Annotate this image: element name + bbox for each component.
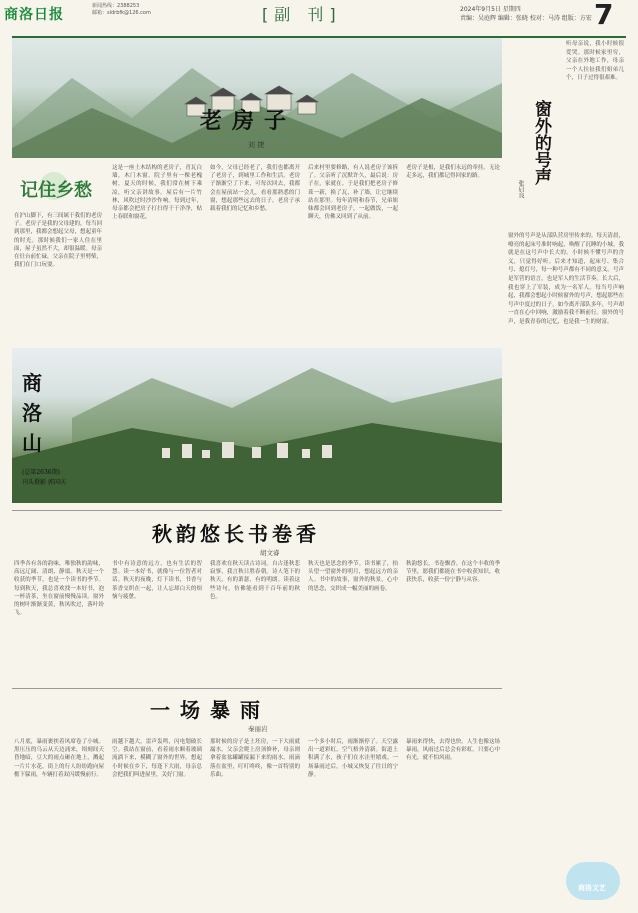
article1-col5: 老房子是根，是我们永远的牵挂。无论走多远，我们都记得回家的路。 xyxy=(406,165,500,180)
badge-label: 商洛文艺 xyxy=(578,883,606,892)
article3-col2: 雨越下越大，雷声轰鸣，闪电划破长空。我站在窗前，看着雨水顺着玻璃流淌下来，模糊了窗外的世界。想起小时候在乡下，每逢下大雨，母亲总会把我们叫进屋里，关好门窗。 xyxy=(112,739,202,778)
article1-col1: 在沪山脚下，有三间属于我们的老房子。老房子是我的父母建的，每当回到那里，我都会想起父母，想起童年的时光。那时候我们一家人住在里面，屋子虽然不大，却很温暖。母亲在灶台前忙碌，父亲在院子里劈柴，我们在门口玩耍。 xyxy=(14,213,102,269)
article3-col3: 那时候的房子是土坯房，一下大雨就漏水。父亲会爬上房顶修补，母亲则拿着盆盆罐罐接漏下来的雨水。雨滴落在盆里，叮叮咚咚，像一首特别的乐曲。 xyxy=(210,739,300,778)
editors-line: 责编：吴庭辉 编辑：张晓 校对：马涛 组版：方宏 xyxy=(460,15,592,22)
photo-title: 商洛山 xyxy=(22,371,42,455)
publish-date: 2024年9月5日 星期四 xyxy=(460,6,521,13)
section-label: [副 刊] xyxy=(262,5,342,24)
article2-col1: 四季各有各的韵味，唯独秋的韵味，高远辽阔、清朗、静谧。秋天是一个收获的季节，也是一个读书的季节。每到秋天，我总喜欢找一本好书，泡一杯清茶，坐在窗前慢慢品读。窗外的树叶渐渐变黄，秋风吹过，落叶纷飞。 xyxy=(14,561,104,617)
article2-col5: 秋韵悠长，书卷飘香。在这个丰收的季节里，愿我们都能在书中收获知识，收获快乐，收获一份宁静与从容。 xyxy=(406,561,500,584)
remember-nostalgia-emblem xyxy=(14,168,114,208)
article3-col1: 八月底，暴雨裹挟着风席卷了小城。黑压压的乌云从天边涌来，顷刻间天昏地暗，豆大的雨点砸在地上，溅起一片片水花。街上的行人纷纷跑向屋檐下躲雨，车辆打着双闪缓慢前行。 xyxy=(14,739,104,778)
article-author: 刘 捷 xyxy=(248,141,265,149)
dateline xyxy=(460,5,592,23)
newspaper-logo: 商洛日报 xyxy=(4,7,64,23)
article1-col4: 后来村里要修路，有人说老房子该拆了。父亲听了沉默许久，最后说：房子在，家就在。于是我们把老房子修葺一新，换了瓦，补了墙，让它继续站在那里。每年清明和春节，兄弟姐妹都会回到老房子，一起做饭，一起聊天，仿佛又回到了从前。 xyxy=(308,165,398,221)
article-title-bugle: 窗外的号声 xyxy=(531,100,551,185)
article2-col2: 书中有诗意的远方，也有生活的智慧。读一本好书，就像与一位智者对话。秋天的夜晚，灯下读书，书香与茶香交织在一起，让人忘却白天的烦恼与疲惫。 xyxy=(112,561,202,600)
right-column-author: 张启良 xyxy=(517,180,524,198)
article1-col2: 这是一座土木结构的老房子，青瓦白墙，木门木窗。院子里有一棵老槐树，夏天的时候，我们常在树下乘凉，听父亲讲故事。屋后有一片竹林，风吹过时沙沙作响。每到过年，母亲都会把房子打扫得干干净净，贴上春联和窗花。 xyxy=(112,165,202,221)
article3-author: 秦丽岩 xyxy=(248,725,268,733)
divider xyxy=(12,688,502,689)
issue-number: (总第2636期) xyxy=(22,469,60,476)
right-column-body: 窗外的号声是从部队营房里传来的。每天清晨，嘹亮的起床号准时响起，唤醒了沉睡的小城。我就是在这号声中长大的。小时候不懂号声的含义，只觉得好听。后来才知道，起床号、集合号、熄灯号，每一种号声都有不同的意义。号声是军营的语言，也是军人的生活节奏。长大后，我也穿上了军装，成为一名军人。每当号声响起，我都会想起小时候窗外的号声，想起那些在号声中度过的日子。如今离开部队多年，号声却一直在心中回响，激励着我不断前行。窗外的号声，是我青春的记忆，也是我一生的财富。 xyxy=(508,233,624,325)
article2-col3: 我喜欢在秋天读古诗词。自古逢秋悲寂寥，我言秋日胜春朝。诗人笔下的秋天，有的萧瑟，有的明朗。读着这些诗句，仿佛能看到千百年前的秋色。 xyxy=(210,561,300,600)
photographer-credit: 刊头摄影 郭国庆 xyxy=(22,479,66,486)
article1-col3: 如今，父母已经老了，我们也都离开了老房子，到城里工作和生活。老房子渐渐空了下来，可每次回去，我都会在屋前站一会儿，看看那熟悉的门窗，想起那些远去的日子。老房子承载着我们的记忆和乡愁。 xyxy=(210,165,300,213)
hotline-line: 新闻热线：2388253 xyxy=(92,3,140,9)
article2-col4: 秋天也是思念的季节。读书累了，抬头望一望窗外的明月，想起远方的亲人。书中的故事，窗外的秋景，心中的思念，交织成一幅美丽的画卷。 xyxy=(308,561,398,592)
email-line: 邮箱：sldrbfk@126.com xyxy=(92,10,151,16)
article3-col4: 一个多小时后，雨渐渐停了。天空露出一道彩虹，空气格外清新。街道上积满了水，孩子们在水洼里嬉戏。一场暴雨过后，小城又恢复了往日的宁静。 xyxy=(308,739,398,778)
divider xyxy=(12,510,502,511)
article2-author: 胡文睿 xyxy=(260,549,280,557)
shangluo-mountain-photo xyxy=(12,348,502,503)
article3-col5: 暴雨来得快，去得也快。人生也像这场暴雨，风雨过后总会有彩虹。只要心中有光，就不怕风雨。 xyxy=(406,739,500,762)
right-column-intro: 听母亲说，我小时候很爱哭。那时候家里穷，父亲在外地工作，母亲一个人拉扯我们姐弟几个，日子过得很艰难。 xyxy=(566,41,624,82)
article-title-rainstorm: 一场暴雨 xyxy=(150,698,270,722)
literature-badge xyxy=(566,862,620,900)
article-title-autumn: 秋韵悠长书卷香 xyxy=(152,522,320,546)
emblem-text: 记住乡愁 xyxy=(20,180,92,201)
photo-caption xyxy=(22,468,66,488)
landscape-photo xyxy=(12,348,502,503)
article-title-old-house: 老房子 xyxy=(200,108,297,134)
page-number: 7 xyxy=(594,0,614,31)
hotline-info xyxy=(92,3,151,17)
